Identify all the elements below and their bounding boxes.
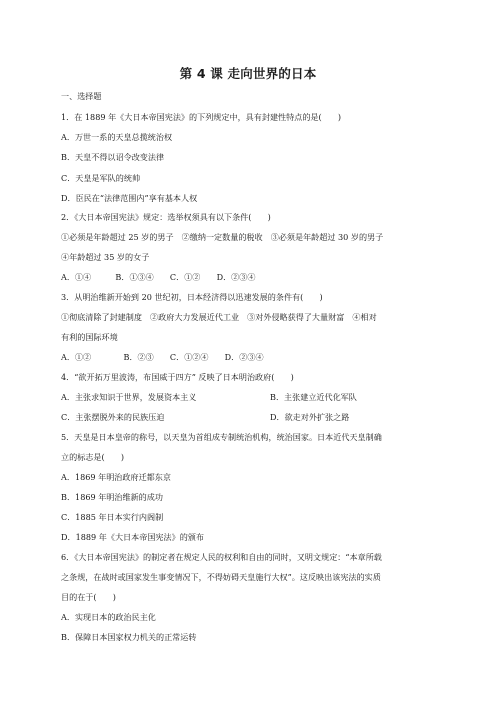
question-1-option-a: A．万世一系的天皇总揽统治权 (61, 132, 173, 142)
question-5-stem-line2: 立的标志是( ) (61, 452, 124, 462)
question-5-option-a: A．1869 年明治政府迁都东京 (61, 472, 171, 482)
question-4-stem: 4．“欲开拓万里波涛，布国威于四方” 反映了日本明治政府( ) (61, 372, 294, 382)
question-6-stem-line3: 目的在于( ) (61, 592, 116, 602)
question-2-items-line2: ④年龄超过 35 岁的女子 (61, 252, 150, 262)
question-6-stem-line2: 之条规，在战时或国家发生事变情况下，不得妨碍天皇施行大权”。这反映出该宪法的实质 (61, 572, 381, 582)
question-2-items-line1: ①必须是年龄超过 25 岁的男子 ②缴纳一定数量的税收 ③必须是年龄超过 30 岁的男子 (61, 232, 384, 242)
question-2-stem: 2．《大日本帝国宪法》规定：选举权须具有以下条件( ) (61, 212, 271, 222)
question-4-option-b: B．主张建立近代化军队 (270, 392, 357, 402)
question-3-items-line2: 有利的国际环境 (61, 332, 118, 342)
question-6-stem-line1: 6．《大日本帝国宪法》的制定者在规定人民的权利和自由的同时，又明文规定：“本章所载 (61, 552, 382, 562)
question-3-items-line1: ①彻底清除了封建制度 ②政府大力发展近代工业 ③对外侵略获得了大量财富 ④相对 (61, 312, 377, 322)
question-5-option-b: B．1869 年明治维新的成功 (61, 492, 163, 502)
question-5-stem-line1: 5．天皇是日本皇帝的称号，以天皇为首组成专制统治机构，统治国家。日本近代天皇制确 (61, 432, 382, 442)
question-1-option-b: B．天皇不得以诏令改变法律 (61, 152, 165, 162)
page-title: 第 4 课 走向世界的日本 (179, 66, 317, 81)
question-3-stem: 3．从明治维新开始到 20 世纪初，日本经济得以迅速发展的条件有( ) (61, 292, 323, 302)
question-5-option-c: C．1885 年日本实行内阁制 (61, 512, 164, 522)
question-4-option-c: C．主张摆脱外来的民族压迫 (61, 412, 165, 422)
question-1-option-c: C．天皇是军队的统帅 (61, 173, 141, 183)
question-6-option-a: A．实现日本的政治民主化 (61, 612, 156, 622)
question-5-option-d: D．1889 年《大日本帝国宪法》的颁布 (61, 532, 204, 542)
question-4-option-d: D．欲走对外扩张之路 (270, 412, 350, 422)
question-2-answers: A．①④ B．①③④ C．①② D．②③④ (61, 272, 256, 282)
question-1-option-d: D．臣民在“法律范围内”享有基本人权 (61, 193, 198, 203)
question-1-stem: 1．在 1889 年《大日本帝国宪法》的下列规定中，具有封建性特点的是( ) (61, 112, 342, 122)
question-3-answers: A．①② B．②③ C．①②④ D．②③④ (61, 352, 264, 362)
question-4-option-a: A．主张求知识于世界，发展资本主义 (61, 392, 197, 402)
question-6-option-b: B．保障日本国家权力机关的正常运转 (61, 632, 197, 642)
section-heading: 一、选择题 (61, 91, 102, 101)
